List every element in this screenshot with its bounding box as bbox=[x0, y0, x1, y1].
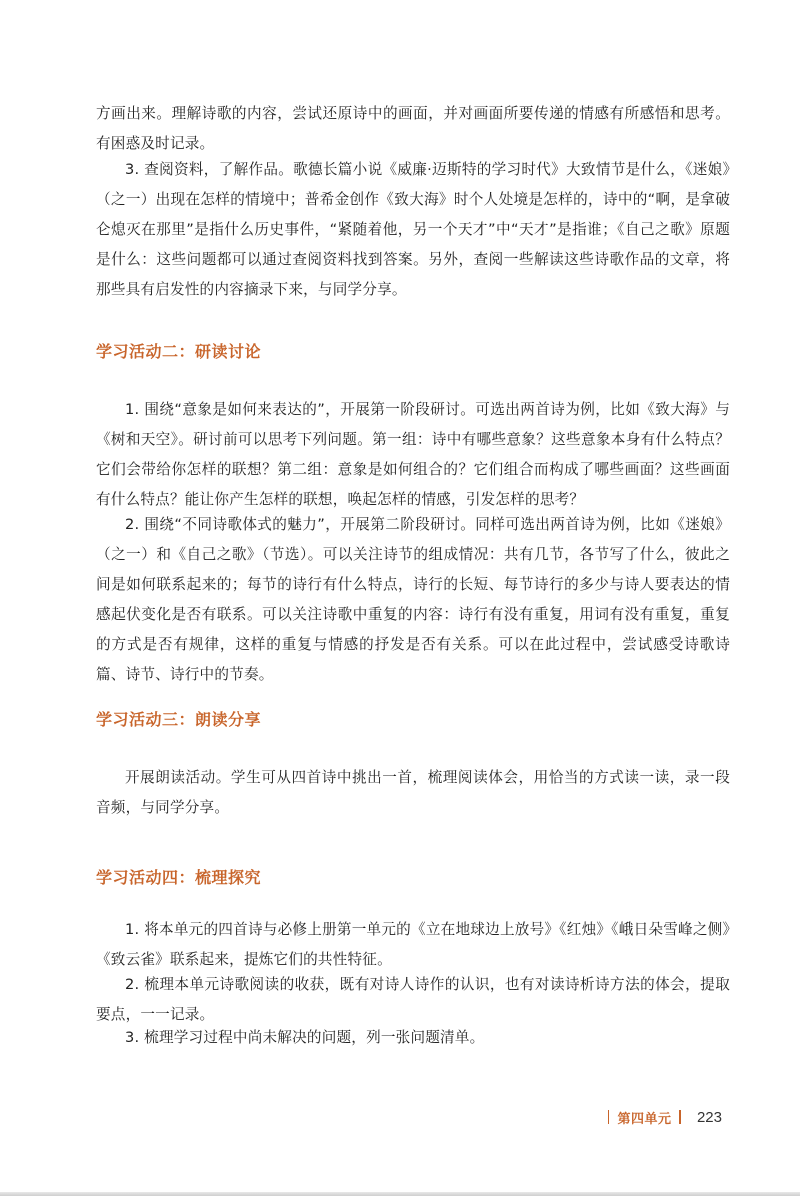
activity-2-heading: 学习活动二：研读讨论 bbox=[96, 342, 262, 361]
footer-divider-right bbox=[679, 1110, 681, 1124]
activity-4-paragraph-2: 2. 梳理本单元诗歌阅读的收获，既有对诗人诗作的认识，也有对读诗析诗方法的体会，提取要点，一一记录。 bbox=[96, 976, 730, 1023]
scan-edge-shadow bbox=[0, 1192, 800, 1196]
page-footer bbox=[600, 1106, 722, 1128]
intro-paragraph-1: 方画出来。理解诗歌的内容，尝试还原诗中的画面，并对画面所要传递的情感有所感悟和思考。有困惑及时记录。 bbox=[96, 105, 730, 152]
activity-4-paragraph-3: 3. 梳理学习过程中尚未解决的问题，列一张问题清单。 bbox=[125, 1029, 485, 1046]
activity-2-paragraph-1: 1. 围绕“意象是如何来表达的”，开展第一阶段研讨。可选出两首诗为例，比如《致大海》与《树和天空》。研讨前可以思考下列问题。第一组：诗中有哪些意象？这些意象本身有什么特点？它们会带给你怎样的联想？第二组：意象是如何组合的？它们组合而构成了哪些画面？这些画面有什么特点？能让你产生怎样的联想，唤起怎样的情感，引发怎样的思考？ bbox=[96, 401, 730, 508]
activity-4-heading: 学习活动四：梳理探究 bbox=[96, 868, 262, 887]
intro-paragraph-2: 3. 查阅资料，了解作品。歌德长篇小说《威廉·迈斯特的学习时代》大致情节是什么，《迷娘》（之一）出现在怎样的情境中；普希金创作《致大海》时个人处境是怎样的，诗中的“啊，是拿破仑熄灭在那里”是指什么历史事件，“紧随着他，另一个天才”中“天才”是指谁；《自己之歌》原题是什么：这些问题都可以通过查阅资料找到答案。另外，查阅一些解读这些诗歌作品的文章，将那些具有启发性的内容摘录下来，与同学分享。 bbox=[96, 161, 730, 298]
activity-2-paragraph-2: 2. 围绕“不同诗歌体式的魅力”，开展第二阶段研讨。同样可选出两首诗为例，比如《迷娘》（之一）和《自己之歌》（节选）。可以关注诗节的组成情况：共有几节，各节写了什么，彼此之间是如何联系起来的；每节的诗行有什么特点，诗行的长短、每节诗行的多少与诗人要表达的情感起伏变化是否有联系。可以关注诗歌中重复的内容：诗行有没有重复，用词有没有重复，重复的方式是否有规律，这样的重复与情感的抒发是否有关系。可以在此过程中，尝试感受诗歌诗篇、诗节、诗行中的节奏。 bbox=[96, 516, 730, 683]
activity-3-heading: 学习活动三：朗读分享 bbox=[96, 710, 262, 729]
page-number: 223 bbox=[696, 1108, 722, 1126]
activity-4-paragraph-1: 1. 将本单元的四首诗与必修上册第一单元的《立在地球边上放号》《红烛》《峨日朵雪峰之侧》《致云雀》联系起来，提炼它们的共性特征。 bbox=[96, 921, 730, 968]
activity-3-paragraph-1: 开展朗读活动。学生可从四首诗中挑出一首，梳理阅读体会，用恰当的方式读一读，录一段音频，与同学分享。 bbox=[96, 769, 730, 816]
unit-label: 第四单元 bbox=[617, 1111, 672, 1127]
footer-divider-left bbox=[608, 1110, 610, 1124]
